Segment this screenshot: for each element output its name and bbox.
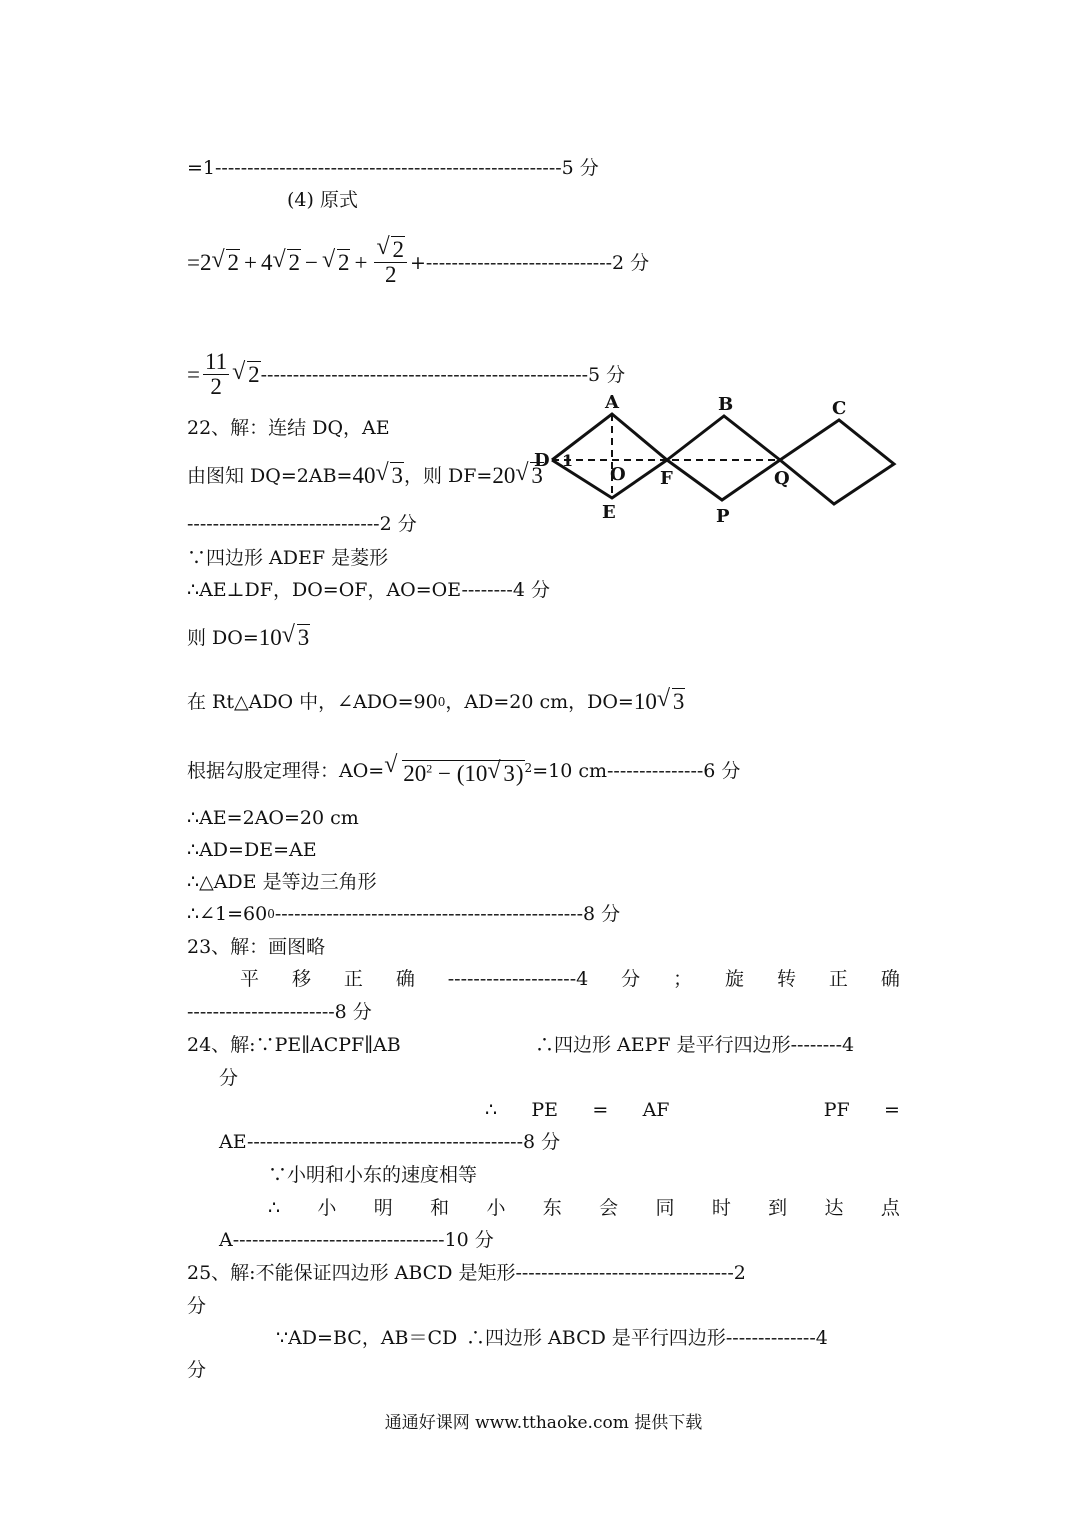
answer-line-q21-3-result: =1------------------------------------------------------5 分 — [187, 157, 599, 179]
equals-sign: = — [187, 249, 200, 275]
score-dashes: ---------------------------------------------------5 分 — [260, 363, 626, 386]
sqrt: √ 3 — [657, 690, 686, 714]
label-o: O — [610, 464, 626, 485]
q22-perpendicular: ∴AE⊥DF，DO=OF，AO=OE--------4 分 — [187, 579, 550, 601]
q22-ad-de-ae: ∴AD=DE=AE — [187, 839, 317, 861]
sqrt: √ 2 — [322, 251, 351, 275]
label-b: B — [718, 394, 734, 415]
q24-spread-line: ∴ PE = AF PF = — [485, 1099, 900, 1121]
q25-equal-sides: ∵AD=BC，AB＝CD — [276, 1327, 458, 1349]
minus-sign: − — [304, 249, 318, 275]
q22-do: 则 DO= 10 √ 3 — [187, 626, 310, 650]
q22-score-2: ------------------------------2 分 — [187, 513, 417, 535]
q22-equilateral: ∴△ADE 是等边三角形 — [187, 871, 377, 893]
rhombus-q-c — [780, 420, 894, 504]
q25-score-unit: 分 — [187, 1295, 207, 1317]
sqrt: √ 3 — [515, 464, 544, 488]
label-f: F — [660, 468, 673, 489]
score-dashes: +-----------------------------2 分 — [409, 251, 650, 274]
q25-parallelogram: ∴四边形 ABCD 是平行四边形--------------4 — [466, 1327, 828, 1349]
sqrt: √ 3 — [375, 464, 404, 488]
q24-parallelogram: ∴四边形 AEPF 是平行四边形--------4 — [535, 1034, 855, 1056]
label-d: D — [534, 450, 550, 471]
q24-speed: ∵小明和小东的速度相等 — [268, 1164, 478, 1186]
fraction: √ $\frac{2}{2}$ — [374, 238, 407, 287]
q24-ae-score: AE-------------------------------------------8 分 — [219, 1131, 561, 1153]
q25-score-unit-2: 分 — [187, 1359, 207, 1381]
sqrt: √ 2 — [272, 251, 301, 275]
q22-rhombus: ∵四边形 ADEF 是菱形 — [187, 547, 389, 569]
q24-spread-line-2: ∴ 小 明 和 小 东 会 同 时 到 达 点 — [268, 1197, 900, 1219]
equation-step-1 — [187, 238, 649, 287]
q22-heading: 22、解：连结 DQ，AE — [187, 417, 390, 439]
q23-heading: 23、解：画图略 — [187, 936, 326, 958]
sqrt: √ 2 — [232, 363, 261, 387]
fraction: $\frac{11}{2}$ — [204, 349, 228, 399]
rhombus-chain-figure — [530, 388, 910, 534]
answer-line-q21-4-heading: (4) 原式 — [287, 189, 358, 211]
label-1: 1 — [562, 451, 574, 470]
q24-heading: 24、解:∵PE∥ACPF∥AB — [187, 1034, 401, 1056]
q22-right-triangle: 在 Rt△ADO 中，∠ADO=90 0 ，AD=20 cm，DO= 10 √ 3 — [187, 690, 685, 714]
q24-score-10: A---------------------------------10 分 — [219, 1229, 494, 1251]
label-e: E — [602, 502, 616, 523]
sqrt: √ 3 — [282, 626, 311, 650]
q22-line-dq: 由图知 DQ=2AB= 40 √ 3 ，则 DF= 20 √ 3 — [187, 464, 544, 488]
sqrt: √ $20^2 - (10√$ 3) — [384, 756, 524, 786]
rhombus-fbqp — [667, 416, 780, 500]
q22-angle-result: ∴∠1=60 0 ------------------------------------------------8 分 — [187, 903, 621, 925]
equals-sign: = — [187, 361, 200, 387]
q25-heading: 25、解:不能保证四边形 ABCD 是矩形----------------------------------2 — [187, 1262, 746, 1284]
q23-score: -----------------------8 分 — [187, 1001, 372, 1023]
label-a: A — [605, 392, 619, 413]
q22-ae: ∴AE=2AO=20 cm — [187, 807, 359, 829]
q22-pythagoras: 根据勾股定理得：AO= √ $20^2 - (10√$ 3) 2 =10 cm---------------6 分 — [187, 756, 740, 786]
page-footer: 通通好课网 www.tthaoke.com 提供下载 — [384, 1413, 703, 1433]
coef: 4 — [260, 249, 273, 275]
plus-sign: + — [243, 249, 257, 275]
sqrt: √ 2 — [211, 251, 240, 275]
label-q: Q — [774, 468, 790, 489]
label-c: C — [832, 398, 847, 419]
plus-sign: + — [354, 249, 368, 275]
q24-score-unit: 分 — [219, 1067, 239, 1089]
q23-spread-line: 平 移 正 确 --------------------4 分 ； 旋 转 正 确 — [240, 968, 900, 990]
coef: 2 — [199, 249, 212, 275]
label-p: P — [716, 506, 730, 527]
